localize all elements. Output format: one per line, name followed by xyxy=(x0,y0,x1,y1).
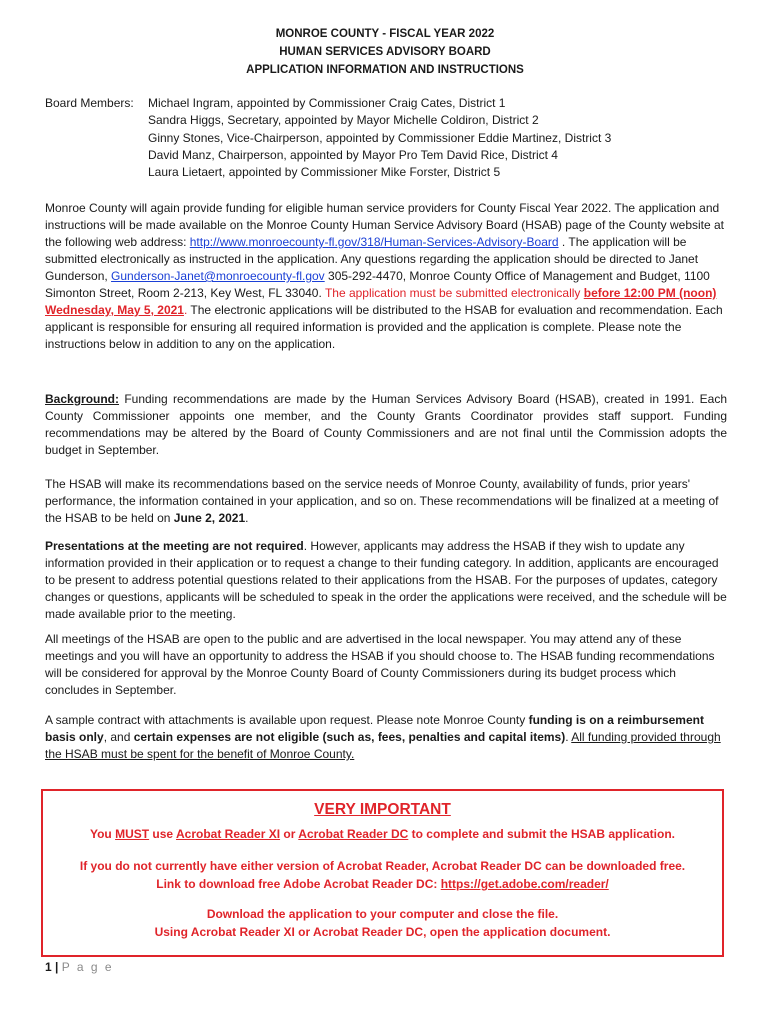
meeting-date: June 2, 2021 xyxy=(173,511,246,525)
background-heading: Background: xyxy=(45,392,120,406)
board-member: Laura Lietaert, appointed by Commissioner Mike Forster, District 5 xyxy=(148,165,501,180)
contact-email-link[interactable]: Gunderson-Janet@monroecounty-fl.gov xyxy=(111,269,325,283)
page-footer xyxy=(45,960,114,974)
presentations-heading: Presentations at the meeting are not required xyxy=(45,539,304,553)
adobe-reader-link[interactable]: https://get.adobe.com/reader/ xyxy=(440,877,609,891)
page-label: P a g e xyxy=(61,960,114,974)
board-member: Michael Ingram, appointed by Commissioner Craig Cates, District 1 xyxy=(148,96,506,110)
meetings-paragraph: All meetings of the HSAB are open to the public and are advertised in the local newspaper. You may attend any of these meetings and you will have an opportunity to address the HSAB if you should choose to. The HSAB funding recommendations will be considered for approval by the Monroe County Board of County Commissioners during its budget process which concludes in September. xyxy=(45,632,715,697)
very-important-box xyxy=(41,789,724,957)
presentations-paragraph: Presentations at the meeting are not required. However, applicants may address the HSAB if they wish to update any information provided in their application or to request a change to their funding category. In addition, applicants are encouraged to be present to address potential questions related to their applications from the HSAB. For the purposes of updates, category changes or questions, applicants will be scheduled to speak in the order the applications were received, and the schedule will be made available prior to the meeting. xyxy=(45,539,727,621)
download-note: If you do not currently have either version of Acrobat Reader, Acrobat Reader DC can be downloaded free. xyxy=(79,859,686,873)
board-member: Ginny Stones, Vice-Chairperson, appointed by Commissioner Eddie Martinez, District 3 xyxy=(148,130,612,145)
very-important-title: VERY IMPORTANT xyxy=(314,801,451,818)
acrobat-requirement: You MUST use Acrobat Reader XI or Acrobat Reader DC to complete and submit the HSAB application. xyxy=(89,827,676,841)
download-link-line: Link to download free Adobe Acrobat Reader DC: https://get.adobe.com/reader/ xyxy=(156,877,609,891)
hsab-spending-note: All funding provided through the HSAB must be spent for the benefit of Monroe County. xyxy=(45,730,721,761)
board-members-label: Board Members: xyxy=(45,96,134,110)
header-line-1: MONROE COUNTY - FISCAL YEAR 2022 xyxy=(275,28,495,40)
intro-paragraph: Monroe County will again provide funding for eligible human service providers for County Fiscal Year 2022. The application and instructions will be made available on the Monroe County Human Service Advisory Board (HSAB) page of the County website at the following web address: http://www.monroecounty-fl.gov/318/Human-Services-Advisory-Board . The application will be submitted electronically as instructed in the application. Any questions regarding the application should be directed to Janet Gunderson, Gunderson-Janet@monroecounty-fl.gov 305-292-4470, Monroe County Office of Management and Budget, 1100 Simonton Street, Room 2-213, Key West, FL 33040. The application must be submitted electronically before 12:00 PM (noon) Wednesday, May 5, 2021. The electronic applications will be distributed to the HSAB for evaluation and recommendation. Each applicant is responsible for ensuring all required information is provided and the application is complete. Please note the instructions below in addition to any on the application. xyxy=(45,201,725,351)
instruction-open: Using Acrobat Reader XI or Acrobat Reader DC, open the application document. xyxy=(154,925,611,939)
board-member: David Manz, Chairperson, appointed by Mayor Pro Tem David Rice, District 4 xyxy=(148,147,558,162)
background-paragraph: Background: Funding recommendations are made by the Human Services Advisory Board (HSAB), created in 1991. Each County Commissioner appoints one member, and the County Grants Coordinator provides staff support. Funding recommendations may be altered by the Board of County Commissioners and are not final until the Commission adopts the budget in September. xyxy=(45,392,727,457)
hsab-paragraph: The HSAB will make its recommendations based on the service needs of Monroe County, availability of funds, prior years' performance, the information contained in your application, and so on. These recommendations will be finalized at a meeting of the HSAB to be held on June 2, 2021. xyxy=(45,477,719,525)
page-number: 1 xyxy=(45,960,52,974)
footer-separator: | xyxy=(55,960,59,974)
header-line-3: APPLICATION INFORMATION AND INSTRUCTIONS xyxy=(246,64,524,76)
board-member: Sandra Higgs, Secretary, appointed by Mayor Michelle Coldiron, District 2 xyxy=(148,113,539,128)
hsab-website-link[interactable]: http://www.monroecounty-fl.gov/318/Human-Services-Advisory-Board xyxy=(189,235,559,249)
deadline-date: before 12:00 PM (noon) Wednesday, May 5, 2021 xyxy=(45,286,717,317)
deadline-notice: The application must be submitted electronically xyxy=(324,286,584,300)
header-line-2: HUMAN SERVICES ADVISORY BOARD xyxy=(279,46,491,58)
board-members xyxy=(45,95,611,181)
instruction-download: Download the application to your computer and close the file. xyxy=(206,907,559,921)
contract-paragraph: A sample contract with attachments is available upon request. Please note Monroe County funding is on a reimbursement basis only, and certain expenses are not eligible (such as, fees, penalties and capital items). All funding provided through the HSAB must be spent for the benefit of Monroe County. xyxy=(45,713,721,761)
